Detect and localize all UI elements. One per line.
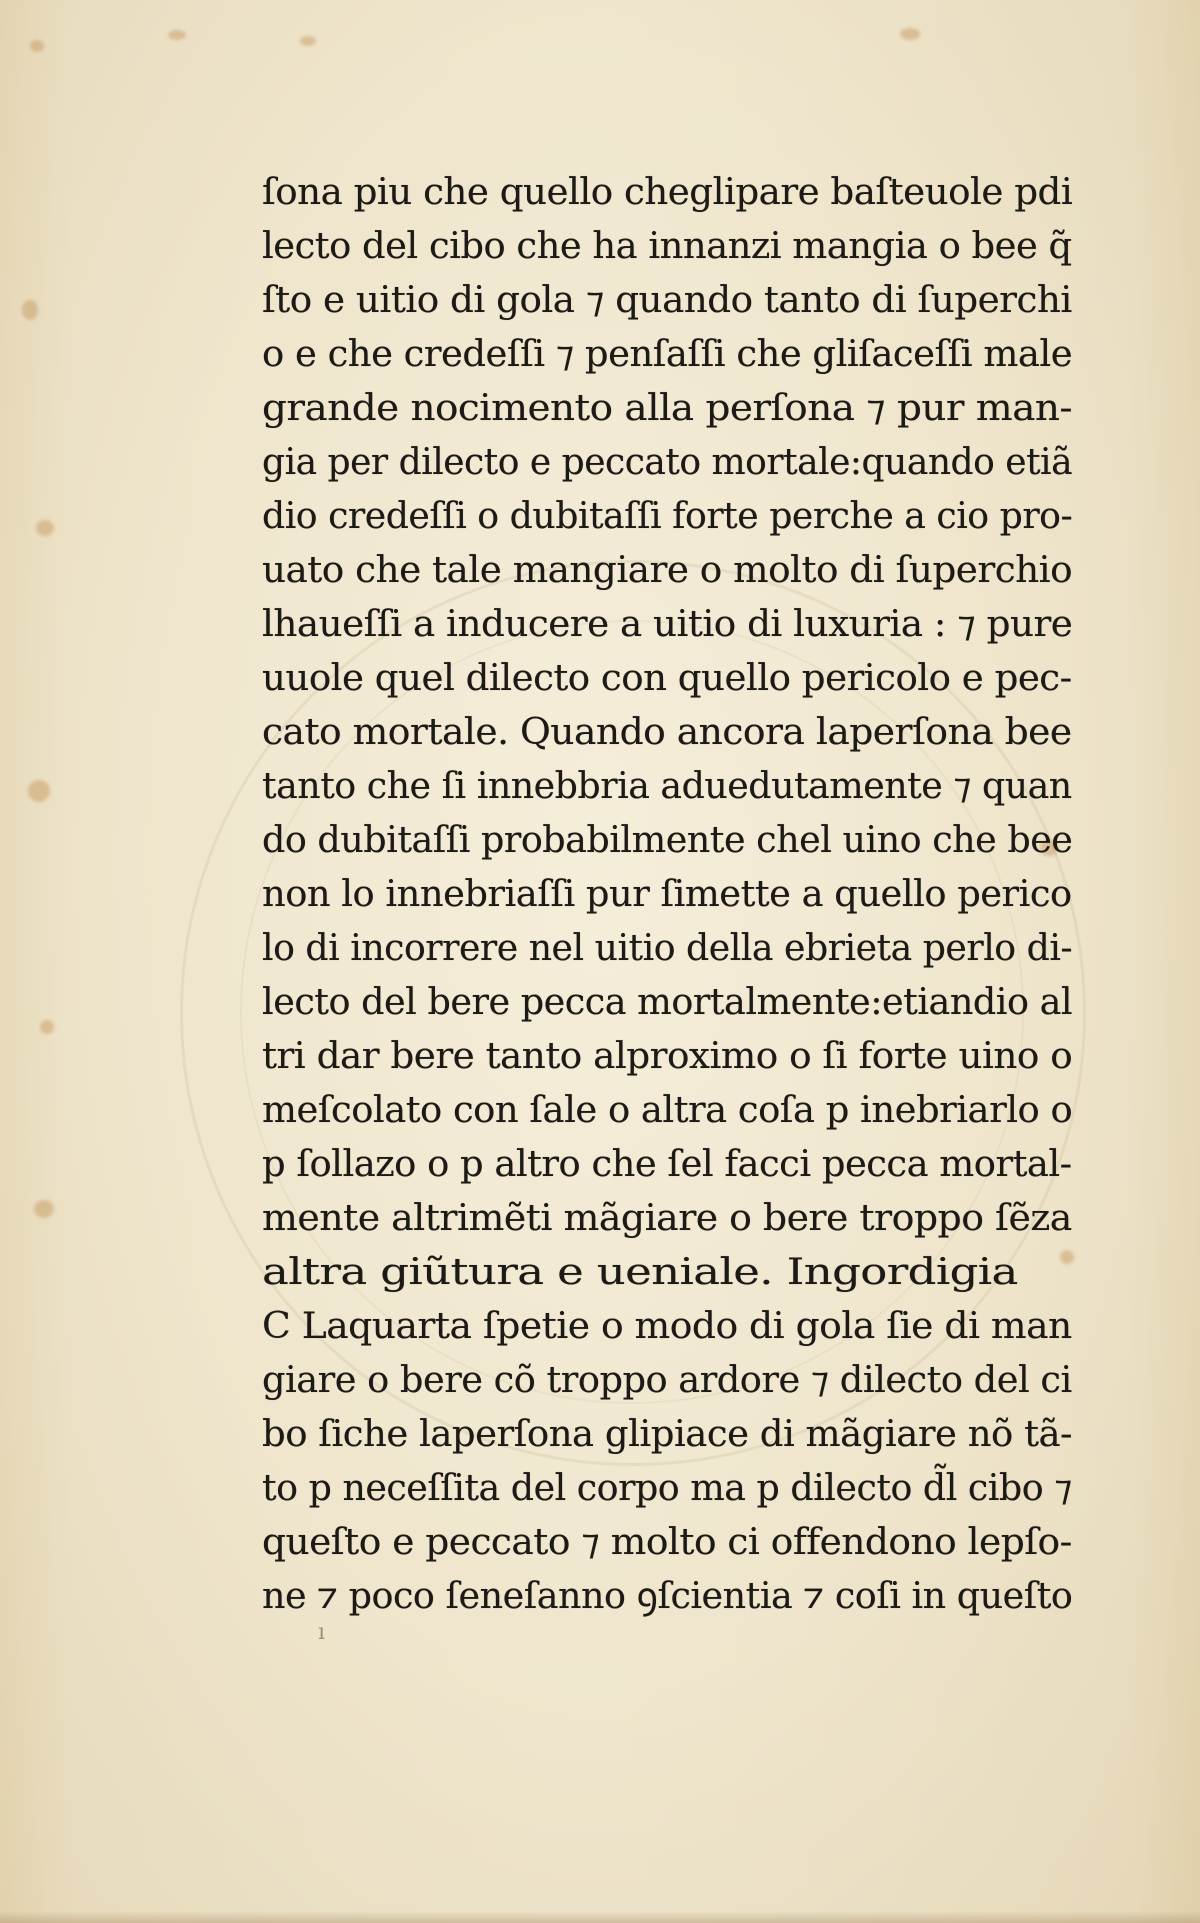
foxing-spot xyxy=(22,300,38,320)
text-line xyxy=(262,490,1082,544)
text-line xyxy=(262,436,1082,490)
text-line xyxy=(262,382,1082,436)
text-line xyxy=(262,1192,1082,1246)
text-line-content: altra giũtura e ueniale. Ingordigia xyxy=(262,1252,1018,1293)
text-line xyxy=(262,1516,1082,1570)
text-line xyxy=(262,328,1082,382)
text-line xyxy=(262,220,1082,274)
text-line xyxy=(262,868,1082,922)
text-line-content: o e che credeſſi ⁊ penſaſſi che gliſaceſſi male xyxy=(262,334,1073,375)
text-line xyxy=(262,1354,1082,1408)
text-line xyxy=(262,1408,1082,1462)
text-line-content: giare o bere cõ troppo ardore ⁊ dilecto del ci xyxy=(262,1360,1072,1401)
text-line-content: ſona piu che quello cheglipare baſteuole pdi xyxy=(262,172,1073,213)
body-text xyxy=(262,166,1082,1624)
text-line-content: uuole quel dilecto con quello pericolo e pec- xyxy=(262,658,1072,699)
text-line-content: ſto e uitio di gola ⁊ quando tanto di ſuperchi xyxy=(262,280,1072,321)
text-line-content: gia per dilecto e peccato mortale:quando etiã xyxy=(262,442,1073,483)
text-line xyxy=(262,1570,1082,1624)
text-line xyxy=(262,598,1082,652)
text-line xyxy=(262,652,1082,706)
text-line xyxy=(262,274,1082,328)
text-line-content: p ſollazo o p altro che ſel facci pecca mortal- xyxy=(262,1144,1072,1185)
text-line-content: queſto e peccato ⁊ molto ci offendono lepſo- xyxy=(262,1522,1072,1563)
text-line xyxy=(262,706,1082,760)
text-line xyxy=(262,1030,1082,1084)
text-line-content: lhaueſſi a inducere a uitio di luxuria : ⁊ pure xyxy=(262,604,1073,645)
text-line xyxy=(262,1300,1082,1354)
text-line-content: lecto del cibo che ha innanzi mangia o bee q̃ xyxy=(262,226,1072,267)
text-line-content: tanto che ſi innebbria aduedutamente ⁊ quan xyxy=(262,766,1072,807)
text-line-content: do dubitaſſi probabilmente chel uino che bee xyxy=(262,820,1073,861)
text-line xyxy=(262,544,1082,598)
foxing-spot xyxy=(300,36,316,46)
text-line-content: dio credeſſi o dubitaſſi forte perche a cio pro- xyxy=(262,496,1073,537)
text-line xyxy=(262,1138,1082,1192)
text-line xyxy=(262,1246,1082,1300)
text-line xyxy=(262,1462,1082,1516)
foxing-spot xyxy=(40,1020,54,1034)
text-line-content: mente altrimẽti mãgiare o bere troppo ſẽza xyxy=(262,1198,1072,1239)
text-line xyxy=(262,922,1082,976)
text-line xyxy=(262,760,1082,814)
text-line-content: non lo innebriaſſi pur ſimette a quello perico xyxy=(262,874,1072,915)
text-line-content: grande nocimento alla perſona ⁊ pur man- xyxy=(262,388,1073,429)
text-line-content: bo ſiche laperſona glipiace di mãgiare nõ tã- xyxy=(262,1414,1073,1455)
text-line-content: C Laquarta ſpetie o modo di gola ſie di man xyxy=(262,1306,1072,1347)
text-line-content: lo di incorrere nel uitio della ebrieta perlo di- xyxy=(262,928,1073,969)
signature-mark: ı xyxy=(318,1620,326,1645)
text-line-content: meſcolato con ſale o altra coſa p inebriarlo o xyxy=(262,1090,1073,1131)
text-line xyxy=(262,1084,1082,1138)
text-line-content: cato mortale. Quando ancora laperſona bee xyxy=(262,712,1072,753)
text-line-content: ne ⁊ poco ſeneſanno ꝯſcientia ⁊ coſi in queſto xyxy=(262,1576,1073,1617)
foxing-spot xyxy=(30,40,44,52)
text-line-content: to p neceſſita del corpo ma p dilecto d̃l cibo ⁊ xyxy=(262,1468,1072,1509)
text-line-content: uato che tale mangiare o molto di ſuperchio xyxy=(262,550,1073,591)
foxing-spot xyxy=(36,520,54,536)
foxing-spot xyxy=(168,30,186,40)
foxing-spot xyxy=(34,1200,54,1218)
page-edge xyxy=(0,1911,1200,1923)
foxing-spot xyxy=(900,28,920,40)
text-line-content: tri dar bere tanto alproximo o ſi forte uino o xyxy=(262,1036,1073,1077)
text-line xyxy=(262,814,1082,868)
text-line-content: lecto del bere pecca mortalmente:etiandio al xyxy=(262,982,1073,1023)
foxing-spot xyxy=(28,780,50,802)
text-line xyxy=(262,166,1082,220)
text-line xyxy=(262,976,1082,1030)
